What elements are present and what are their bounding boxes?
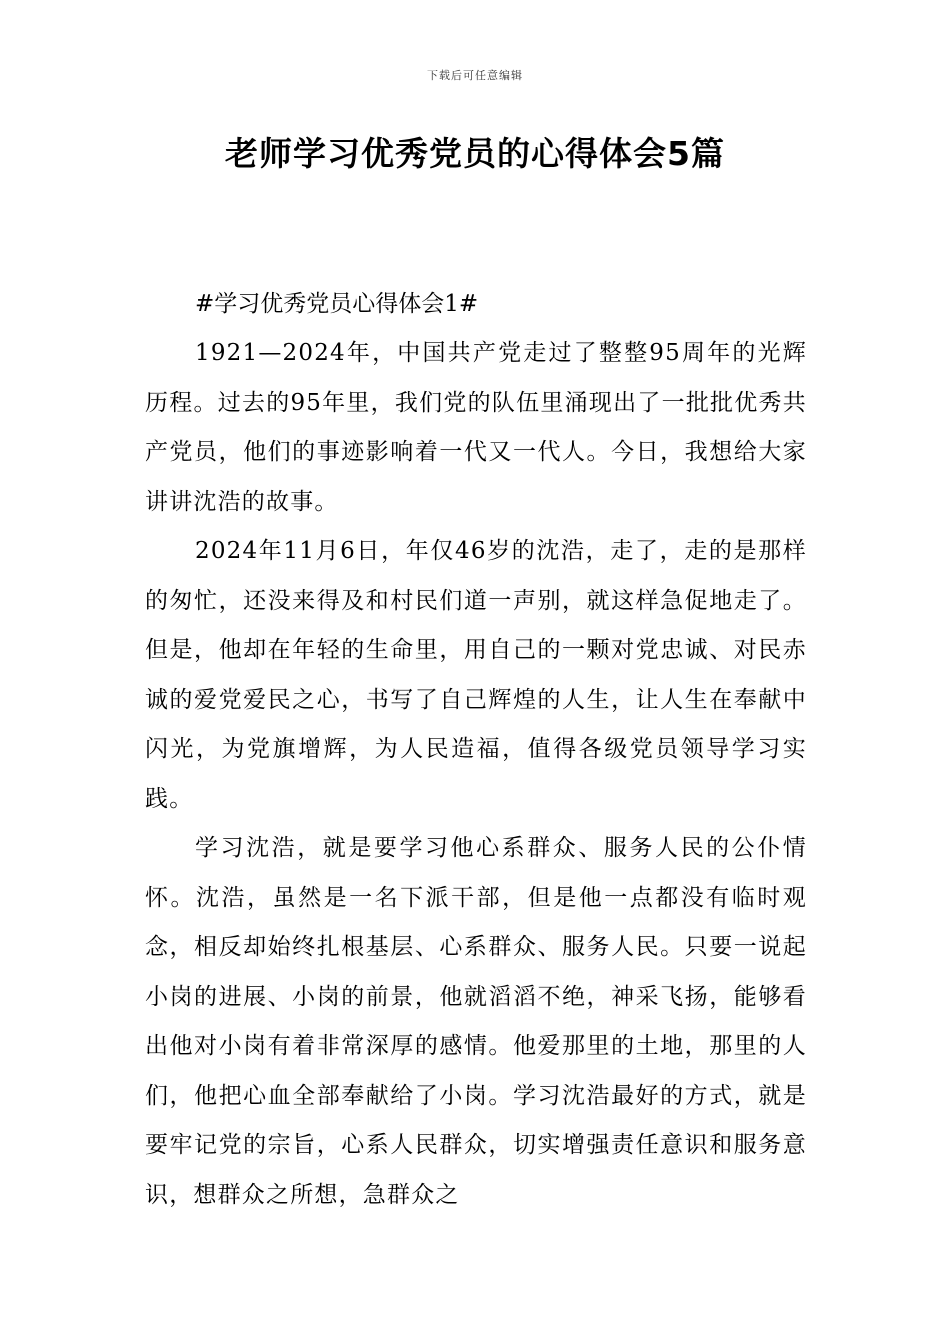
section-heading: #学习优秀党员心得体会1#: [195, 291, 479, 317]
document-title: 老师学习优秀党员的心得体会5篇: [225, 134, 725, 173]
paragraph-1: 1921—2024年，中国共产党走过了整整95周年的光辉历程。过去的95年里，我们党的队伍里涌现出了一批批优秀共产党员，他们的事迹影响着一代又一代人。今日，我想给大家讲讲沈浩的故事。: [145, 340, 807, 515]
paragraph-3: 学习沈浩，就是要学习他心系群众、服务人民的公仆情怀。沈浩，虽然是一名下派干部，但是他一点都没有临时观念，相反却始终扎根基层、心系群众、服务人民。只要一说起小岗的进展、小岗的前景，他就滔滔不绝，神采飞扬，能够看出他对小岗有着非常深厚的感情。他爱那里的土地，那里的人们，他把心血全部奉献给了小岗。学习沈浩最好的方式，就是要牢记党的宗旨，心系人民群众，切实增强责任意识和服务意识，想群众之所想，急群众之: [145, 835, 807, 1208]
header-note: 下载后可任意编辑: [427, 69, 523, 82]
document-body: [145, 280, 807, 1220]
paragraph-2: 2024年11月6日，年仅46岁的沈浩，走了，走的是那样的匆忙，还没来得及和村民们道一声别，就这样急促地走了。但是，他却在年轻的生命里，用自己的一颗对党忠诚、对民赤诚的爱党爱民之心，书写了自己辉煌的人生，让人生在奉献中闪光，为党旗增辉，为人民造福，值得各级党员领导学习实践。: [145, 538, 807, 812]
